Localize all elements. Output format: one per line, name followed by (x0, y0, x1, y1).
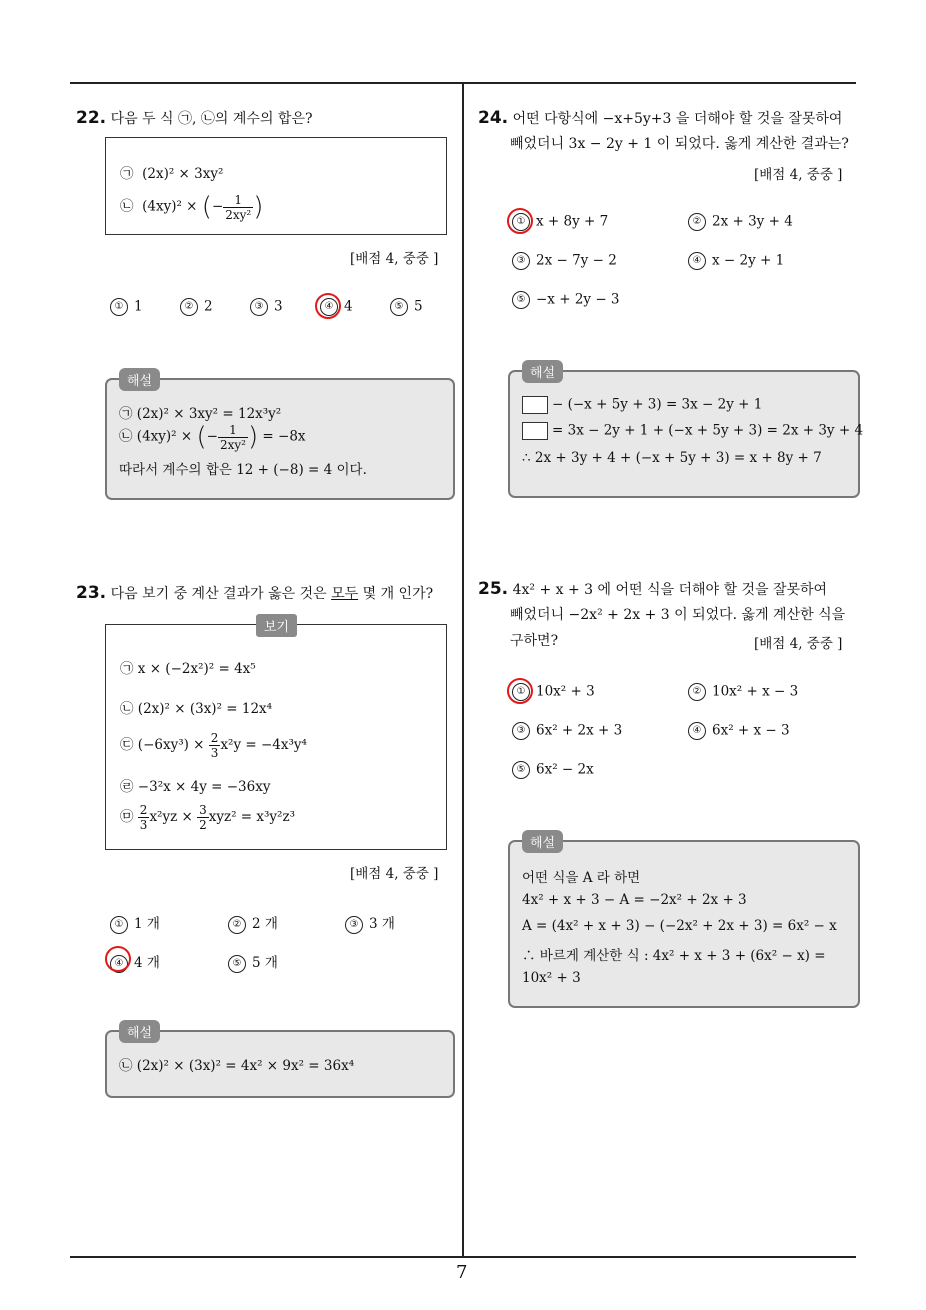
right-paren: ) (253, 192, 264, 222)
option-5[interactable]: ⑤ 5 개 (228, 951, 278, 973)
solution-line-1: − (−x + 5y + 3) = 3x − 2y + 1 (522, 396, 762, 414)
solution-line-2: 4x² + x + 3 − A = −2x² + 2x + 3 (522, 892, 747, 908)
question-text: 4x² + x + 3 에 어떤 식을 더해야 할 것을 잘못하여 (512, 582, 828, 598)
blank-box (522, 396, 548, 414)
option-4[interactable]: ④ 6x² + x − 3 (688, 722, 790, 740)
fraction: $\frac{2}{3}$ (210, 731, 219, 760)
option-mark: ② (180, 298, 198, 316)
solution-line-5: 10x² + 3 (522, 970, 581, 986)
answer-circle-mark (105, 946, 131, 972)
answer-circle-mark (315, 293, 341, 319)
fraction: $\frac{1}{\text{2xy²}}$ (219, 422, 246, 452)
option-3[interactable]: ③ 2x − 7y − 2 (512, 252, 617, 270)
solution-line-3: A = (4x² + x + 3) − (−2x² + 2x + 3) = 6x² − x (522, 918, 837, 934)
option-text: 3 (274, 298, 283, 315)
bottom-rule (70, 1256, 856, 1258)
left-paren: ( (196, 422, 207, 452)
question-24-line-2: 빼었더니 3x − 2y + 1 이 되었다. 옳게 계산한 결과는? (510, 136, 849, 152)
option-1[interactable]: ① 10x² + 3 (512, 683, 595, 701)
option-1[interactable] (110, 298, 143, 316)
blank-box (522, 422, 548, 440)
option-2[interactable]: ② 2 개 (228, 912, 278, 934)
minus-sign: − (211, 198, 224, 215)
fraction: $\frac{1}{\text{2xy²}}$ (225, 192, 252, 222)
solution-tag: 해설 (522, 830, 563, 853)
example-box (105, 620, 447, 850)
example-tag: 보기 (256, 614, 297, 637)
question-number: 24. (478, 108, 509, 128)
option-mark: ③ (250, 298, 268, 316)
solution-line-3: ∴ 2x + 3y + 4 + (−x + 5y + 3) = x + 8y + 7 (522, 450, 822, 466)
option-2[interactable]: ② 2x + 3y + 4 (688, 213, 793, 231)
page-number: 7 (456, 1262, 468, 1283)
option-3[interactable]: ③ 3 개 (345, 912, 395, 934)
option-1[interactable]: ① 1 개 (110, 912, 160, 934)
solution-box (508, 836, 860, 1008)
option-text: 2 (204, 298, 213, 315)
question-22 (76, 105, 312, 132)
solution-line-1: 어떤 식을 A 라 하면 (522, 870, 641, 886)
option-1[interactable]: ① x + 8y + 7 (512, 213, 608, 231)
option-mark: ⑤ (390, 298, 408, 316)
expression-text: (4xy)² × (142, 198, 198, 215)
example-item-c: ㉢ (−6xy³) × $\frac{2}{3}$ x²y = −4x³y⁴ (120, 731, 307, 760)
example-item-d: ㉣ −3²x × 4y = −36xy (120, 779, 271, 795)
solution-box (508, 366, 864, 498)
question-24 (478, 105, 842, 132)
example-item-a: ㉠ x × (−2x²)² = 4x⁵ (120, 661, 256, 677)
option-text: 1 (134, 298, 143, 315)
question-number: 22. (76, 108, 107, 128)
solution-tag: 해설 (522, 360, 563, 383)
option-text: 5 (414, 298, 423, 315)
expression-b (120, 192, 263, 222)
left-paren: ( (201, 192, 212, 222)
question-number: 23. (76, 583, 107, 603)
option-2[interactable] (180, 298, 213, 316)
column-divider (462, 82, 464, 1257)
solution-tag: 해설 (119, 1020, 160, 1043)
question-25-line-3: 구하면? (510, 633, 559, 649)
solution-box (105, 374, 455, 500)
option-3[interactable] (250, 298, 283, 316)
question-text: 다음 두 식 ㉠, ㉡의 계수의 합은? (110, 111, 313, 127)
option-text: 4 (344, 298, 353, 315)
solution-line-1: ㉡ (2x)² × (3x)² = 4x² × 9x² = 36x⁴ (119, 1058, 355, 1074)
circled-label: ㉠ (120, 166, 134, 182)
option-4[interactable]: ④ x − 2y + 1 (688, 252, 784, 270)
circled-label: ㉡ (120, 198, 134, 215)
solution-line-1: ㉠ (2x)² × 3xy² = 12x³y² (119, 406, 282, 422)
fraction: $\frac{3}{2}$ (199, 803, 207, 832)
example-item-b: ㉡ (2x)² × (3x)² = 12x⁴ (120, 701, 273, 717)
fraction: $\frac{2}{3}$ (139, 803, 148, 832)
solution-line-2: = 3x − 2y + 1 + (−x + 5y + 3) = 2x + 3y + 4 (522, 422, 863, 440)
answer-circle-mark (507, 208, 533, 234)
expression-box (105, 137, 447, 235)
question-25 (478, 576, 827, 603)
solution-box (105, 1026, 455, 1098)
solution-line-4: ∴ 바르게 계산한 식 : 4x² + x + 3 + (6x² − x) = (522, 948, 826, 964)
option-mark: ① (110, 298, 128, 316)
points-label: [배점 4, 중중 ] (754, 636, 843, 652)
solution-tag: 해설 (119, 368, 160, 391)
question-text: 어떤 다항식에 −x+5y+3 을 더해야 할 것을 잘못하여 (512, 111, 843, 127)
right-paren: ) (247, 422, 259, 452)
option-5[interactable]: ⑤ 6x² − 2x (512, 761, 594, 779)
points-label: [배점 4, 중중 ] (754, 167, 843, 183)
points-label: [배점 4, 중중 ] (350, 866, 439, 882)
solution-line-3: 따라서 계수의 합은 12 + (−8) = 4 이다. (119, 462, 367, 478)
question-25-line-2: 빼었더니 −2x² + 2x + 3 이 되었다. 옳게 계산한 식을 (510, 607, 846, 623)
question-text: 다음 보기 중 계산 결과가 옳은 것은 (110, 586, 332, 602)
expression-text: (2x)² × 3xy² (142, 166, 224, 182)
points-label: [배점 4, 중중 ] (350, 251, 439, 267)
option-4[interactable]: ④ 4 개 (110, 951, 160, 973)
solution-line-2: ㉡ (4xy)² × (− $\frac{1}{\text{2xy²}}$ ) = −8x (119, 422, 306, 452)
underlined-word: 모두 (331, 586, 359, 602)
example-item-e: ㉤ $\frac{2}{3}$ x²yz × $\frac{3}{2}$ xyz² = x³y²z³ (120, 803, 295, 832)
question-text: 몇 개 인가? (358, 586, 434, 602)
option-5[interactable]: ⑤ −x + 2y − 3 (512, 291, 620, 309)
answer-circle-mark (507, 678, 533, 704)
expression-a (120, 162, 223, 182)
option-2[interactable]: ② 10x² + x − 3 (688, 683, 798, 701)
question-23 (76, 580, 433, 607)
question-number: 25. (478, 579, 509, 599)
option-3[interactable]: ③ 6x² + 2x + 3 (512, 722, 622, 740)
option-mark: ④ (320, 298, 338, 316)
option-5[interactable] (390, 298, 423, 316)
